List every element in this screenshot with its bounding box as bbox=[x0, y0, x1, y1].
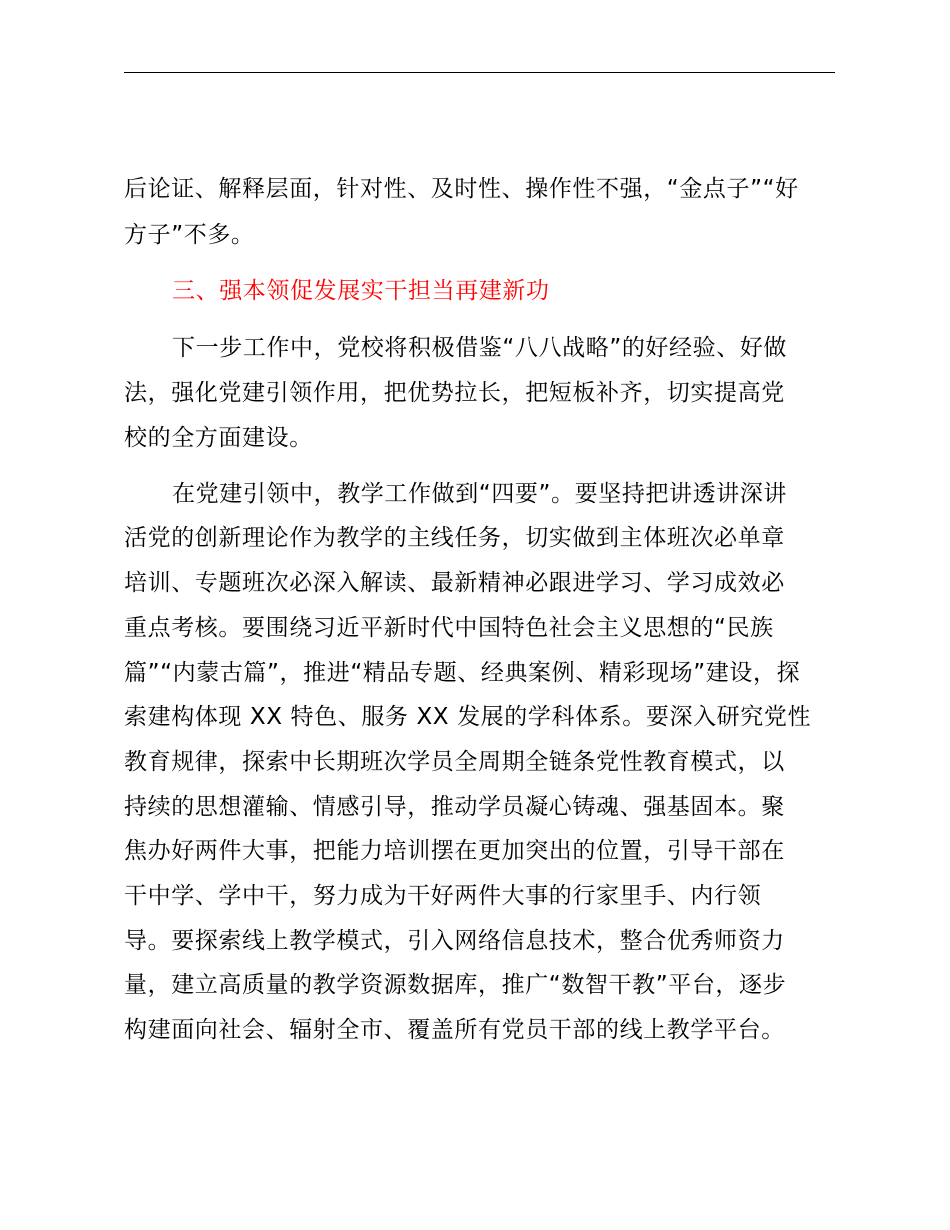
body-line: 法，强化党建引领作用，把优势拉长，把短板补齐，切实提高党 bbox=[124, 380, 785, 406]
body-line: 焦办好两件大事，把能力培训摆在更加突出的位置，引导干部在 bbox=[124, 838, 785, 864]
body-line: 量，建立高质量的教学资源数据库，推广“数智干教”平台，逐步 bbox=[124, 972, 787, 998]
body-line: 干中学、学中干，努力成为干好两件大事的行家里手、内行领 bbox=[124, 883, 762, 909]
body-line: 索建构体现 XX 特色、服务 XX 发展的学科体系。要深入研究党性 bbox=[124, 704, 812, 730]
paragraph-first-line: 下一步工作中，党校将积极借鉴“八八战略”的好经验、好做 bbox=[172, 335, 788, 361]
paragraph-first-line: 在党建引领中，教学工作做到“四要”。要坚持把讲透讲深讲 bbox=[172, 481, 788, 507]
body-line: 培训、专题班次必深入解读、最新精神必跟进学习、学习成效必 bbox=[124, 570, 785, 596]
body-line: 校的全方面建设。 bbox=[124, 425, 313, 451]
header-rule bbox=[124, 72, 835, 73]
body-line: 构建面向社会、辐射全市、覆盖所有党员干部的线上教学平台。 bbox=[124, 1017, 785, 1043]
body-line: 后论证、解释层面，针对性、及时性、操作性不强，“金点子”“好 bbox=[124, 176, 799, 202]
body-line: 活党的创新理论作为教学的主线任务，切实做到主体班次必单章 bbox=[124, 525, 785, 551]
body-line: 教育规律，探索中长期班次学员全周期全链条党性教育模式，以 bbox=[124, 749, 785, 775]
section-heading: 三、强本领促发展实干担当再建新功 bbox=[172, 278, 550, 304]
body-line: 篇”“内蒙古篇”，推进“精品专题、经典案例、精彩现场”建设，探 bbox=[124, 660, 801, 686]
body-line: 方子”不多。 bbox=[124, 222, 255, 248]
body-line: 持续的思想灌输、情感引导，推动学员凝心铸魂、强基固本。聚 bbox=[124, 794, 785, 820]
body-line: 重点考核。要围绕习近平新时代中国特色社会主义思想的“民族 bbox=[124, 615, 774, 641]
body-line: 导。要探索线上教学模式，引入网络信息技术，整合优秀师资力 bbox=[124, 928, 785, 954]
